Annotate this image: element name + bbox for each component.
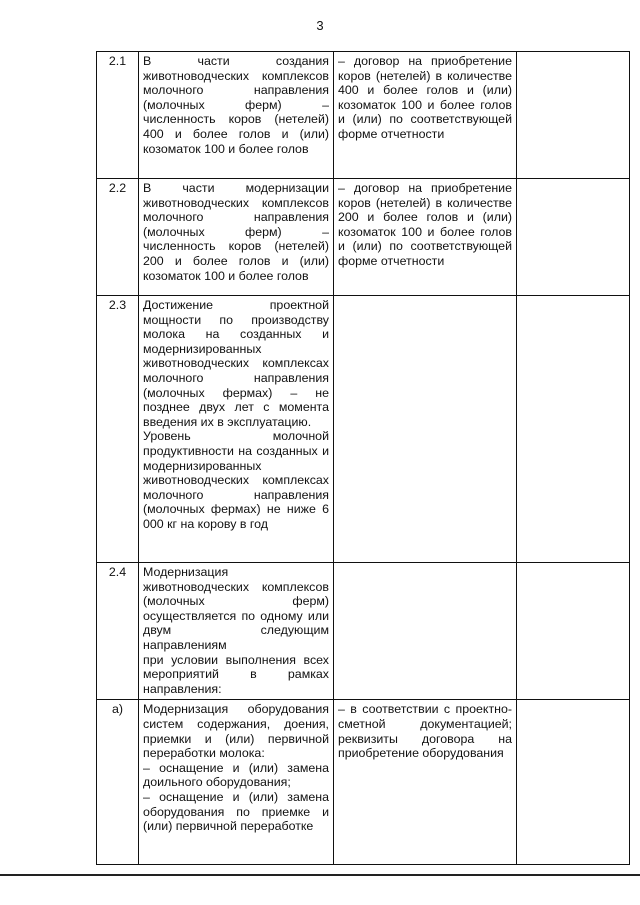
row-number: 2.4 (97, 563, 139, 700)
row-description (139, 179, 334, 296)
description-paragraph: – оснащение и (или) замена доильного оборудования; (143, 760, 329, 790)
table-row (97, 296, 630, 563)
description-paragraph: Достижение проектной мощности по производству молока на созданных и модернизированных животноводческих комплексах молочного направления (молочных фермах) – не позднее двух лет с момента введения их в эксплуатацию. (143, 298, 329, 429)
row-document (334, 296, 517, 563)
row-number: а) (97, 700, 139, 865)
row-number: 2.2 (97, 179, 139, 296)
page-number: 3 (316, 18, 324, 33)
description-paragraph: Модернизация оборудования систем содержания, доения, приемки и (или) первичной переработки молока: (143, 702, 329, 761)
row-empty-cell (517, 179, 630, 296)
scan-bottom-edge (0, 874, 640, 876)
row-document: – договор на приобретение коров (нетелей) в количестве 200 и более голов и (или) козоматок 100 и более голов и (или) по соответствующей форме отчетности (334, 179, 517, 296)
description-paragraph: В части модернизации животноводческих комплексов молочного направления (молочных ферм) – численность коров (нетелей) 200 и более голов и (или) козоматок 100 и более голов (143, 181, 329, 283)
row-description (139, 52, 334, 179)
row-empty-cell (517, 296, 630, 563)
description-paragraph: Модернизация животноводческих комплексов (молочных ферм) осуществляется по одному или двум следующим направлениям (143, 565, 329, 652)
row-description (139, 700, 334, 865)
row-empty-cell (517, 563, 630, 700)
row-empty-cell (517, 52, 630, 179)
table-row (97, 700, 630, 865)
table-row (97, 179, 630, 296)
description-paragraph: – оснащение и (или) замена оборудования по приемке и (или) первичной переработке (143, 789, 329, 834)
row-number: 2.3 (97, 296, 139, 563)
description-paragraph: Уровень молочной продуктивности на созданных и модернизированных животноводческих комплексах молочного направления (молочных фермах) не ниже 6 000 кг на корову в год (143, 429, 329, 531)
row-document: – договор на приобретение коров (нетелей) в количестве 400 и более голов и (или) козоматок 100 и более голов и (или) по соответствующей форме отчетности (334, 52, 517, 179)
row-document: – в соответствии с проектно-сметной документацией; реквизиты договора на приобретение оборудования (334, 700, 517, 865)
requirements-table (96, 51, 630, 865)
row-document (334, 563, 517, 700)
row-description (139, 563, 334, 700)
table-row (97, 563, 630, 700)
description-paragraph: при условии выполнения всех мероприятий в рамках направления: (143, 652, 329, 696)
table-row (97, 52, 630, 179)
row-description (139, 296, 334, 563)
row-number: 2.1 (97, 52, 139, 179)
row-empty-cell (517, 700, 630, 865)
description-paragraph: В части создания животноводческих комплексов молочного направления (молочных ферм) – численность коров (нетелей) 400 и более голов и (или) козоматок 100 и более голов (143, 54, 329, 156)
